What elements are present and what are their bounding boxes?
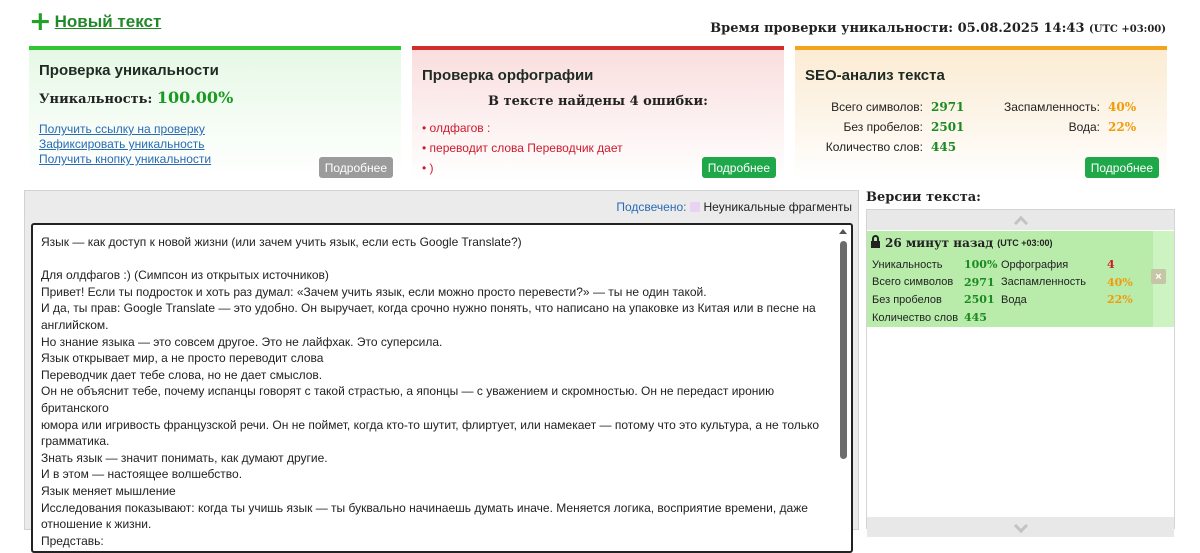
text-line: И да, ты прав: Google Translate — это удобно. Он выручает, когда срочно нужно понять, что написано на упаковке из Китая или в песне на	[41, 301, 816, 316]
text-line: И в этом — настоящее волшебство.	[41, 467, 243, 482]
seo-word-count-label: Количество слов:	[825, 140, 923, 154]
lock-icon	[871, 239, 880, 248]
new-text-label[interactable]: Новый текст	[54, 12, 162, 31]
seo-total-chars-value: 2971	[931, 100, 965, 114]
uniqueness-value: 100.00%	[156, 88, 234, 107]
text-line: юмора или игривость французской речи. Он не поймет, когда кто-то шутит, флиртует, или намекает — потому что это культура, а не только	[41, 417, 820, 432]
text-line: Знать язык — значит понимать, как думают другие.	[41, 450, 328, 465]
scroll-up-arrow-icon[interactable]	[839, 229, 847, 234]
versions-scroll-up[interactable]	[867, 210, 1174, 230]
version-word-count-value: 445	[964, 311, 987, 325]
uniqueness-line	[39, 88, 233, 107]
scrollbar-thumb[interactable]	[840, 241, 847, 459]
seo-panel	[795, 46, 1167, 180]
highlight-legend	[616, 200, 852, 214]
version-no-spaces-label: Без пробелов	[872, 293, 942, 306]
version-total-chars-label: Всего символов	[872, 276, 954, 289]
editor-text[interactable]	[41, 234, 831, 549]
highlighted-label[interactable]: Подсвечено:	[616, 200, 687, 214]
editor-panel	[24, 190, 859, 548]
seo-title: SEO-анализ текста	[805, 67, 945, 84]
text-line: отношение к жизни.	[41, 517, 152, 532]
seo-water-value: 22%	[1108, 120, 1137, 134]
fix-uniqueness-link[interactable]: Зафиксировать уникальность	[39, 137, 205, 151]
seo-no-spaces-label: Без пробелов:	[843, 120, 923, 134]
text-line: Переводчик дает тебе слова, но не дает смыслов.	[41, 367, 323, 382]
versions-title: Версии текста:	[866, 190, 981, 205]
seo-right-column	[990, 97, 1136, 137]
version-item[interactable]	[867, 231, 1174, 327]
text-line: Исследования показывают: когда ты учишь язык — ты буквально начинаешь думать иначе. Меняется логика, восприятие времени, даже	[41, 500, 808, 515]
text-line: грамматика.	[41, 434, 110, 449]
check-time	[710, 21, 1166, 36]
versions-panel	[866, 209, 1175, 529]
uniqueness-label: Уникальность:	[39, 92, 153, 107]
version-right-stats	[1001, 256, 1133, 309]
non-unique-swatch	[690, 202, 700, 212]
spelling-error[interactable]: • )	[422, 161, 434, 175]
text-line: Он не объяснит тебе, почему испанцы говорят с такой страстью, а японцы — с уважением и скромностью. Он не передаст иронию британского	[41, 384, 778, 415]
version-water-value: 22%	[1107, 293, 1133, 307]
version-water-label: Вода	[1001, 293, 1027, 306]
version-uniqueness-label: Уникальность	[872, 258, 943, 271]
version-spam-label: Заспамленность	[1001, 276, 1086, 289]
spelling-panel	[412, 46, 784, 180]
seo-no-spaces-value: 2501	[931, 120, 965, 134]
text-line: Для олдфагов :) (Симпсон из открытых источников)	[41, 268, 329, 283]
new-text-link[interactable]	[29, 6, 162, 37]
version-no-spaces-value: 2501	[964, 293, 995, 307]
spelling-subtitle: В тексте найдены 4 ошибки:	[488, 94, 708, 109]
text-line: Представь:	[41, 533, 104, 548]
version-tz: (UTC +03:00)	[997, 238, 1053, 248]
get-check-link[interactable]: Получить ссылку на проверку	[39, 122, 205, 136]
seo-spam-value: 40%	[1108, 100, 1137, 114]
spelling-title: Проверка орфографии	[422, 67, 594, 84]
text-line: Привет! Если ты подросток и хоть раз думал: «Зачем учить язык, если можно просто перевести?» — ты не один такой.	[41, 284, 707, 299]
version-left-stats	[872, 256, 997, 326]
plus-icon: +	[29, 6, 52, 37]
version-header	[871, 236, 1053, 250]
text-editor[interactable]	[31, 223, 853, 553]
versions-scroll-down[interactable]	[867, 517, 1174, 537]
version-spelling-value: 4	[1107, 258, 1115, 272]
delete-version-icon[interactable]: ×	[1151, 269, 1166, 284]
text-line: Язык меняет мышление	[41, 483, 176, 498]
text-line: Но знание языка — это совсем другое. Это не лайфхак. Это суперсила.	[41, 334, 443, 349]
version-uniqueness-value: 100%	[964, 258, 998, 272]
uniqueness-more-button[interactable]: Подробнее	[319, 157, 393, 178]
seo-more-button[interactable]: Подробнее	[1085, 157, 1159, 178]
version-time: 26 минут назад	[885, 236, 994, 250]
uniqueness-panel	[29, 46, 401, 180]
version-spam-value: 40%	[1107, 275, 1133, 289]
seo-total-chars-label: Всего символов:	[831, 100, 923, 114]
seo-left-column	[805, 97, 964, 157]
text-line: Язык открывает мир, а не просто переводит слова	[41, 351, 324, 366]
seo-spam-label: Заспамленность:	[1003, 100, 1100, 114]
spelling-more-button[interactable]: Подробнее	[702, 157, 776, 178]
text-line	[41, 251, 831, 268]
spelling-error[interactable]: • переводит слова Переводчик дает	[422, 141, 623, 155]
highlight-legend-label: Неуникальные фрагменты	[703, 200, 852, 214]
version-total-chars-value: 2971	[964, 275, 995, 289]
version-spelling-label: Орфография	[1001, 258, 1069, 271]
spelling-error[interactable]: • олдфагов :	[422, 121, 491, 135]
text-line: английском.	[41, 317, 109, 332]
seo-word-count-value: 445	[931, 140, 957, 154]
get-uniqueness-button-link[interactable]: Получить кнопку уникальности	[39, 152, 212, 166]
chevron-up-icon	[1013, 216, 1027, 230]
spelling-error-list	[422, 118, 623, 178]
uniqueness-links	[39, 122, 211, 167]
seo-water-label: Вода:	[1068, 120, 1100, 134]
text-line: Язык — как доступ к новой жизни (или зачем учить язык, если есть Google Translate?)	[41, 235, 522, 249]
version-word-count-label: Количество слов	[872, 311, 959, 324]
check-time-label: Время проверки уникальности: 05.08.2025 14:43	[710, 21, 1085, 36]
check-time-tz: (UTC +03:00)	[1089, 24, 1166, 35]
uniqueness-title: Проверка уникальности	[39, 62, 219, 79]
chevron-down-icon	[1013, 519, 1027, 533]
editor-scrollbar[interactable]	[837, 227, 849, 547]
